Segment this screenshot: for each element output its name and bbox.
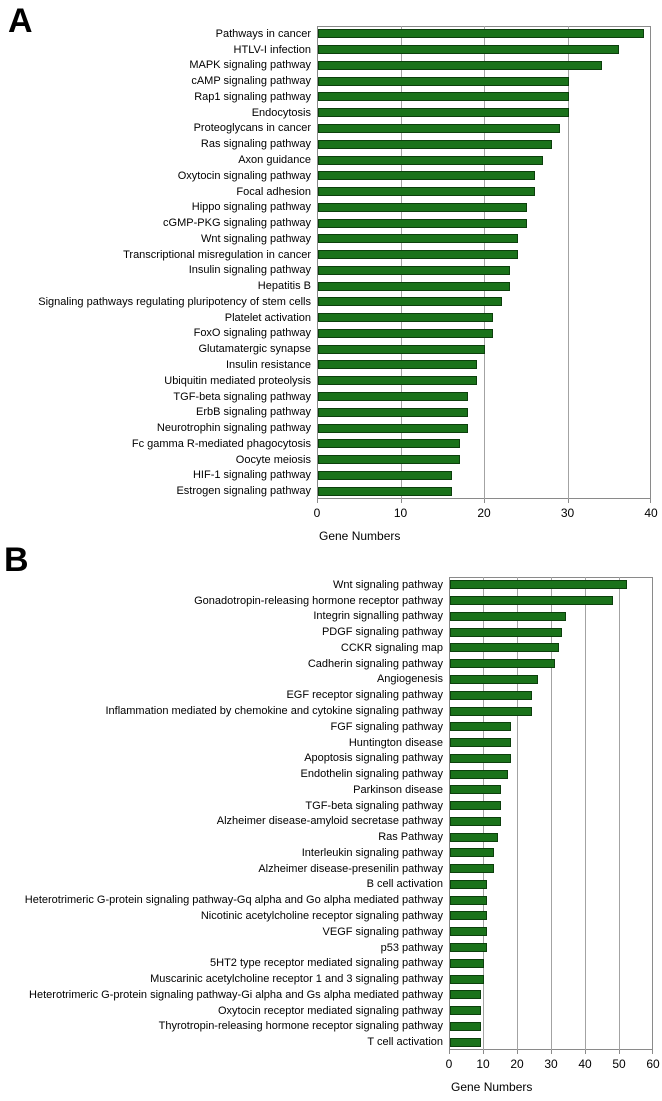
category-label: Thyrotropin-releasing hormone receptor signaling pathway (158, 1020, 443, 1033)
bar (318, 329, 493, 338)
category-label: Apoptosis signaling pathway (304, 752, 443, 765)
bar (318, 360, 477, 369)
bar (318, 140, 552, 149)
bar (318, 266, 510, 275)
category-label: Axon guidance (238, 154, 311, 167)
category-label: FGF signaling pathway (330, 720, 443, 733)
category-label: Estrogen signaling pathway (176, 485, 311, 498)
bar (318, 77, 569, 86)
bar (450, 628, 562, 637)
bar (450, 801, 501, 810)
category-label: Oxytocin signaling pathway (177, 169, 311, 182)
category-label: Insulin signaling pathway (188, 264, 311, 277)
x-tick-label: 0 (313, 506, 321, 520)
bar (450, 817, 501, 826)
category-label: Glutamatergic synapse (198, 343, 311, 356)
category-label: Endothelin signaling pathway (300, 768, 443, 781)
bar (318, 250, 518, 259)
bar (318, 439, 460, 448)
bar (450, 785, 501, 794)
x-tick-label: 50 (612, 1057, 626, 1071)
panel-b (0, 541, 662, 1101)
gridline (585, 577, 586, 1050)
bar (318, 282, 510, 291)
category-label: Hepatitis B (257, 280, 311, 293)
x-tick-label: 40 (644, 506, 658, 520)
category-label: Proteoglycans in cancer (193, 122, 311, 135)
category-label: Neurotrophin signaling pathway (156, 422, 311, 435)
category-label: Platelet activation (224, 311, 311, 324)
x-tick-mark (551, 1050, 552, 1054)
bar (318, 45, 619, 54)
category-label: TGF-beta signaling pathway (305, 799, 443, 812)
bar (450, 975, 484, 984)
bar (450, 738, 511, 747)
category-label: Wnt signaling pathway (200, 232, 311, 245)
category-label: Rap1 signaling pathway (194, 90, 311, 103)
category-label: Angiogenesis (376, 673, 443, 686)
category-label: Pathways in cancer (215, 27, 311, 40)
bar (318, 345, 485, 354)
bar (450, 596, 613, 605)
x-axis-title-b: Gene Numbers (451, 1080, 533, 1094)
category-label: Gonadotropin-releasing hormone receptor pathway (194, 594, 443, 607)
bar (450, 1038, 481, 1047)
panel-label-a: A (8, 2, 33, 40)
bar (318, 124, 560, 133)
gridline (619, 577, 620, 1050)
category-label: T cell activation (367, 1036, 443, 1049)
bar (450, 864, 494, 873)
bar (450, 580, 627, 589)
bar (450, 1006, 481, 1015)
bar (318, 61, 602, 70)
category-label: Focal adhesion (236, 185, 311, 198)
category-label: Parkinson disease (353, 783, 443, 796)
category-label: Endocytosis (251, 106, 311, 119)
category-label: p53 pathway (380, 941, 443, 954)
x-tick-label: 30 (544, 1057, 558, 1071)
category-label: cGMP-PKG signaling pathway (163, 217, 311, 230)
category-label: Ras signaling pathway (200, 138, 311, 151)
bar (450, 612, 566, 621)
x-tick-mark (401, 499, 402, 503)
bar (450, 722, 511, 731)
category-label: Insulin resistance (226, 358, 311, 371)
x-tick-label: 10 (393, 506, 408, 520)
category-label: HIF-1 signaling pathway (192, 469, 311, 482)
bar (450, 911, 487, 920)
category-label: Heterotrimeric G-protein signaling pathway-Gq alpha and Go alpha mediated pathway (24, 894, 443, 907)
bar (318, 408, 468, 417)
bar (318, 219, 527, 228)
bar (318, 234, 518, 243)
bar (450, 643, 559, 652)
x-tick-label: 20 (477, 506, 491, 520)
category-label: Nicotinic acetylcholine receptor signaling pathway (200, 909, 443, 922)
category-label: Muscarinic acetylcholine receptor 1 and 3 signaling pathway (150, 973, 443, 986)
category-label: VEGF signaling pathway (322, 925, 443, 938)
x-axis-title-a: Gene Numbers (319, 529, 401, 543)
bar (450, 659, 555, 668)
x-tick-mark (449, 1050, 450, 1054)
bar (450, 754, 511, 763)
x-tick-mark (483, 1050, 484, 1054)
category-label: Heterotrimeric G-protein signaling pathway-Gi alpha and Gs alpha mediated pathway (29, 988, 443, 1001)
category-label: EGF receptor signaling pathway (286, 689, 443, 702)
x-tick-mark (585, 1050, 586, 1054)
bar (450, 959, 484, 968)
category-label: Wnt signaling pathway (332, 578, 443, 591)
category-label: PDGF signaling pathway (321, 626, 443, 639)
category-label: Cadherin signaling pathway (307, 657, 443, 670)
x-tick-mark (517, 1050, 518, 1054)
category-label: Oocyte meiosis (235, 453, 311, 466)
bar (318, 187, 535, 196)
category-label: Alzheimer disease-amyloid secretase pathway (216, 815, 443, 828)
panel-label-b: B (4, 541, 29, 579)
bar (450, 675, 538, 684)
bar (450, 848, 494, 857)
category-label: Oxytocin receptor mediated signaling pathway (217, 1004, 443, 1017)
bar (318, 471, 452, 480)
bar (318, 424, 468, 433)
category-label: FoxO signaling pathway (193, 327, 311, 340)
x-tick-mark (317, 499, 318, 503)
category-label: ErbB signaling pathway (196, 406, 311, 419)
bar (450, 770, 508, 779)
category-label: MAPK signaling pathway (189, 59, 311, 72)
bar (318, 203, 527, 212)
category-label: Alzheimer disease-presenilin pathway (258, 862, 443, 875)
bar (318, 297, 502, 306)
x-tick-label: 10 (476, 1057, 490, 1071)
bar (318, 376, 477, 385)
category-label: Fc gamma R-mediated phagocytosis (131, 437, 311, 450)
bar (450, 943, 487, 952)
bar (450, 1022, 481, 1031)
bar (318, 156, 543, 165)
panel-a (0, 0, 662, 545)
bar (450, 927, 487, 936)
category-label: 5HT2 type receptor mediated signaling pathway (210, 957, 443, 970)
bar (318, 313, 493, 322)
x-tick-mark (484, 499, 485, 503)
bar (450, 880, 487, 889)
x-tick-label: 30 (560, 506, 575, 520)
bar (450, 833, 498, 842)
category-label: B cell activation (366, 878, 443, 891)
bar (450, 896, 487, 905)
bar (450, 990, 481, 999)
category-label: Integrin signalling pathway (313, 610, 443, 623)
category-label: TGF-beta signaling pathway (173, 390, 311, 403)
bar (318, 108, 569, 117)
category-label: cAMP signaling pathway (191, 75, 311, 88)
category-label: Hippo signaling pathway (191, 201, 311, 214)
bar (450, 707, 532, 716)
x-tick-mark (650, 499, 651, 503)
bar (318, 392, 468, 401)
x-tick-mark (652, 1050, 653, 1054)
bar (318, 487, 452, 496)
category-label: Transcriptional misregulation in cancer (123, 248, 311, 261)
bar (318, 455, 460, 464)
category-label: Inflammation mediated by chemokine and cytokine signaling pathway (105, 705, 443, 718)
category-label: Signaling pathways regulating pluripotency of stem cells (38, 295, 311, 308)
category-label: Ras Pathway (378, 831, 443, 844)
x-tick-label: 40 (578, 1057, 592, 1071)
category-label: Interleukin signaling pathway (301, 846, 443, 859)
bar (318, 171, 535, 180)
x-tick-mark (619, 1050, 620, 1054)
category-label: CCKR signaling map (340, 641, 443, 654)
category-label: Huntington disease (348, 736, 443, 749)
bar (318, 29, 644, 38)
x-tick-label: 20 (510, 1057, 524, 1071)
x-tick-mark (568, 499, 569, 503)
x-tick-label: 0 (445, 1057, 453, 1071)
category-label: Ubiquitin mediated proteolysis (164, 374, 311, 387)
bar (450, 691, 532, 700)
bar (318, 92, 569, 101)
x-tick-label: 60 (646, 1057, 660, 1071)
category-label: HTLV-I infection (233, 43, 311, 56)
